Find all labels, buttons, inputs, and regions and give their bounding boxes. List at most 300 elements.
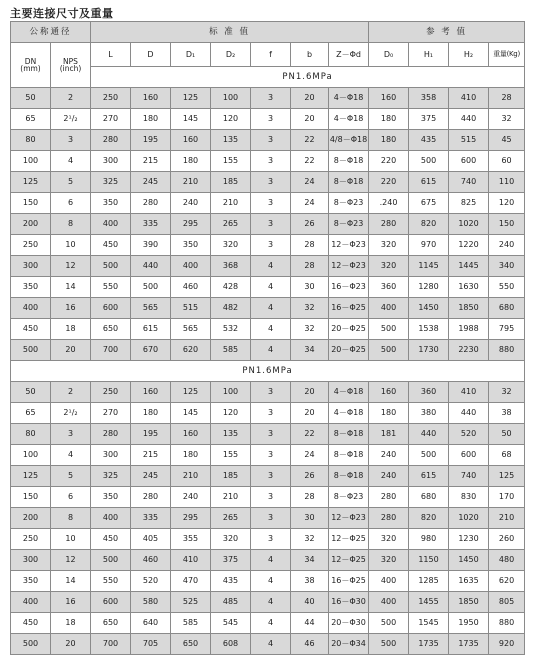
table-cell: 500 [91,550,131,571]
table-cell: 500 [11,340,51,361]
table-cell: 1450 [409,298,449,319]
table-cell: 125 [171,88,211,109]
header-col-d0: D₀ [369,43,409,67]
table-cell: 300 [11,550,51,571]
table-cell: 200 [11,508,51,529]
header-col-l: L [91,43,131,67]
table-cell: 22 [291,424,329,445]
table-cell: 1735 [409,634,449,655]
table-cell: 3 [251,109,291,130]
table-cell: 45 [489,130,525,151]
table-cell: 4－Φ18 [329,88,369,109]
table-cell: 280 [131,487,171,508]
table-cell: 400 [369,298,409,319]
table-cell: 8－Φ23 [329,214,369,235]
table-cell: 650 [91,319,131,340]
table-cell: 4 [251,277,291,298]
table-cell: 150 [489,214,525,235]
table-cell: 210 [211,487,251,508]
table-cell: 640 [131,613,171,634]
table-cell: 500 [409,151,449,172]
table-cell: 1285 [409,571,449,592]
table-cell: 46 [291,634,329,655]
table-cell: 615 [131,319,171,340]
table-cell: 1850 [449,298,489,319]
table-cell: 4 [251,256,291,277]
table-cell: 405 [131,529,171,550]
table-row [11,550,525,571]
table-cell: 245 [131,172,171,193]
table-cell: 185 [211,172,251,193]
table-row [11,592,525,613]
table-cell: 440 [409,424,449,445]
table-cell: 880 [489,613,525,634]
header-col-f: f [251,43,291,67]
table-row [11,466,525,487]
table-cell: 410 [171,550,211,571]
table-cell: 210 [171,172,211,193]
table-cell: 155 [211,151,251,172]
table-cell: 3 [251,382,291,403]
table-cell: 4 [251,340,291,361]
table-cell: 600 [449,445,489,466]
table-cell: 26 [291,214,329,235]
table-cell: 16－Φ30 [329,592,369,613]
table-cell: 34 [291,550,329,571]
table-row [11,151,525,172]
table-cell: 160 [131,88,171,109]
table-cell: 4/8－Φ18 [329,130,369,151]
table-cell: 80 [11,130,51,151]
table-cell: 135 [211,130,251,151]
dn-label: DN [24,56,37,66]
table-cell: 160 [171,130,211,151]
table-cell: 1230 [449,529,489,550]
table-cell: 4 [251,634,291,655]
table-cell: 20 [51,634,91,655]
table-cell: 400 [11,298,51,319]
section2-pressure-row [11,361,525,382]
header-column-row [11,43,525,67]
table-cell: 500 [369,319,409,340]
table-cell: 320 [369,256,409,277]
table-cell: 980 [409,529,449,550]
table-cell: 350 [91,193,131,214]
table-cell: 3 [251,88,291,109]
table-cell: 460 [171,277,211,298]
table-cell: 375 [211,550,251,571]
header-col-d2: D₂ [211,43,251,67]
table-cell: 20－Φ25 [329,340,369,361]
table-cell: 250 [91,88,131,109]
table-cell: 220 [369,151,409,172]
table-cell: 350 [11,277,51,298]
table-cell: 500 [131,277,171,298]
table-cell: 680 [409,487,449,508]
header-dn [11,43,51,88]
table-cell: 215 [131,445,171,466]
table-cell: 450 [91,235,131,256]
table-cell: 2230 [449,340,489,361]
table-cell: 400 [369,571,409,592]
table-cell: 160 [131,382,171,403]
table-cell: 320 [369,550,409,571]
table-cell: 195 [131,424,171,445]
table-cell: 185 [211,466,251,487]
table-cell: 110 [489,172,525,193]
table-cell: 28 [489,88,525,109]
table-row [11,382,525,403]
table-cell: 12－Φ23 [329,235,369,256]
table-cell: 500 [409,445,449,466]
table-cell: 8 [51,214,91,235]
header-col-b: b [291,43,329,67]
table-cell: 250 [11,235,51,256]
table-cell: 2 [51,382,91,403]
table-cell: 16－Φ23 [329,277,369,298]
table-cell: 3 [251,466,291,487]
table-cell: 585 [171,613,211,634]
table-cell: 145 [171,403,211,424]
table-cell: 4－Φ18 [329,109,369,130]
table-cell: 3 [251,529,291,550]
table-cell: 4 [51,151,91,172]
table-cell: 44 [291,613,329,634]
table-cell: 100 [211,382,251,403]
table-cell: 65 [11,109,51,130]
table-cell: 1538 [409,319,449,340]
table-cell: 28 [291,487,329,508]
table-cell: 14 [51,571,91,592]
table-cell: 65 [11,403,51,424]
table-row [11,529,525,550]
table-cell: 1735 [449,634,489,655]
table-cell: 3 [251,403,291,424]
table-cell: 22 [291,151,329,172]
table-cell: 500 [369,340,409,361]
table-cell: 525 [171,592,211,613]
table-cell: 28 [291,256,329,277]
table-cell: 585 [211,340,251,361]
table-cell: 550 [489,277,525,298]
table-cell: 250 [91,382,131,403]
table-cell: 435 [409,130,449,151]
table-cell: 181 [369,424,409,445]
table-cell: 240 [171,487,211,508]
table-cell: 565 [131,298,171,319]
table-cell: 16－Φ25 [329,298,369,319]
table-cell: 360 [369,277,409,298]
table-cell: 350 [91,487,131,508]
table-cell: 30 [291,277,329,298]
table-cell: 8－Φ18 [329,151,369,172]
table-cell: 8－Φ18 [329,466,369,487]
table-cell: 350 [11,571,51,592]
table-cell: 220 [369,172,409,193]
table-cell: 3 [251,151,291,172]
table-cell: 26 [291,466,329,487]
table-cell: 515 [171,298,211,319]
table-cell: 680 [489,298,525,319]
table-cell: 160 [369,382,409,403]
nps-label: NPS [63,56,78,66]
table-cell: 6 [51,193,91,214]
table-cell: 325 [91,172,131,193]
table-row [11,130,525,151]
table-cell: 180 [171,151,211,172]
table-cell: 8 [51,508,91,529]
table-cell: 8－Φ18 [329,445,369,466]
table-cell: 335 [131,214,171,235]
table-cell: 245 [131,466,171,487]
table-cell: 20－Φ25 [329,319,369,340]
table-cell: 500 [91,256,131,277]
table-cell: 480 [489,550,525,571]
table-cell: 280 [91,424,131,445]
table-cell: 20－Φ34 [329,634,369,655]
table-cell: 880 [489,340,525,361]
table-row [11,571,525,592]
table-cell: 280 [369,487,409,508]
table-cell: 180 [369,403,409,424]
table-cell: 3 [251,214,291,235]
table-cell: 320 [211,529,251,550]
table-cell: 400 [91,214,131,235]
table-cell: 545 [211,613,251,634]
table-cell: 180 [131,109,171,130]
table-cell: 10 [51,235,91,256]
table-cell: 825 [449,193,489,214]
header-col-weight: 重量(Kg) [489,43,525,67]
table-cell: 160 [171,424,211,445]
table-row [11,277,525,298]
table-cell: 650 [171,634,211,655]
table-cell: 20－Φ30 [329,613,369,634]
table-cell: 700 [91,634,131,655]
table-cell: 428 [211,277,251,298]
table-cell: 1020 [449,214,489,235]
table-row [11,88,525,109]
table-cell: 68 [489,445,525,466]
table-cell: 30 [291,508,329,529]
table-cell: 260 [489,529,525,550]
table-cell: 125 [11,172,51,193]
table-cell: 8－Φ18 [329,172,369,193]
table-row [11,298,525,319]
table-cell: 295 [171,214,211,235]
table-cell: 280 [131,193,171,214]
table-cell: 3 [251,487,291,508]
table-cell: 20 [291,403,329,424]
table-cell: 795 [489,319,525,340]
table-cell: 120 [211,109,251,130]
table-cell: 1220 [449,235,489,256]
table-cell: 24 [291,172,329,193]
table-cell: 16－Φ25 [329,571,369,592]
header-col-d1: D₁ [171,43,211,67]
table-cell: 8－Φ18 [329,424,369,445]
table-cell: 675 [409,193,449,214]
table-cell: 368 [211,256,251,277]
table-cell: 1455 [409,592,449,613]
table-cell: 4 [251,550,291,571]
table-cell: 820 [409,214,449,235]
nps-unit: (inch) [59,64,82,73]
table-cell: 200 [11,214,51,235]
header-standard-values: 标 准 值 [91,22,369,43]
table-cell: 100 [211,88,251,109]
table-cell: 150 [11,487,51,508]
table-row [11,193,525,214]
table-row [11,256,525,277]
table-cell: 300 [91,445,131,466]
table-cell: 12 [51,550,91,571]
table-cell: 160 [369,88,409,109]
table-cell: 100 [11,151,51,172]
table-cell: 3 [251,445,291,466]
table-cell: 1545 [409,613,449,634]
table-cell: 400 [11,592,51,613]
table-cell: 320 [369,235,409,256]
table-cell: 240 [369,445,409,466]
table-cell: 500 [369,613,409,634]
table-cell: 3 [251,235,291,256]
section2-pressure-label: PN1.6MPa [11,361,525,382]
table-cell: 240 [171,193,211,214]
table-cell: .240 [369,193,409,214]
table-cell: 3 [251,508,291,529]
table-cell: 180 [369,130,409,151]
table-cell: 1630 [449,277,489,298]
table-cell: 358 [409,88,449,109]
table-cell: 24 [291,193,329,214]
table-cell: 805 [489,592,525,613]
header-col-z-phi-d: Z－Φd [329,43,369,67]
table-cell: 485 [211,592,251,613]
table-cell: 295 [171,508,211,529]
table-cell: 1635 [449,571,489,592]
table-cell: 375 [409,109,449,130]
table-cell: 565 [171,319,211,340]
table-cell: 28 [291,235,329,256]
table-cell: 80 [11,424,51,445]
table-cell: 210 [171,466,211,487]
table-cell: 12－Φ23 [329,256,369,277]
table-cell: 520 [131,571,171,592]
table-cell: 4 [251,571,291,592]
table-cell: 340 [489,256,525,277]
table-cell: 440 [449,109,489,130]
table-cell: 3 [51,130,91,151]
table-cell: 4 [251,592,291,613]
table-cell: 1145 [409,256,449,277]
table-cell: 8－Φ23 [329,487,369,508]
table-cell: 335 [131,508,171,529]
table-cell: 210 [211,193,251,214]
table-cell: 440 [131,256,171,277]
header-col-d: D [131,43,171,67]
table-cell: 2¹/₂ [51,403,91,424]
table-cell: 22 [291,130,329,151]
table-cell: 410 [449,382,489,403]
table-cell: 150 [11,193,51,214]
table-cell: 1950 [449,613,489,634]
table-cell: 320 [369,529,409,550]
table-cell: 4－Φ18 [329,403,369,424]
table-cell: 32 [489,382,525,403]
table-cell: 4 [251,298,291,319]
table-cell: 500 [11,634,51,655]
table-cell: 170 [489,487,525,508]
table-cell: 210 [489,508,525,529]
header-group-row [11,22,525,43]
table-cell: 4 [251,319,291,340]
table-cell: 380 [409,403,449,424]
table-cell: 670 [131,340,171,361]
table-cell: 970 [409,235,449,256]
table-cell: 360 [409,382,449,403]
table-cell: 400 [171,256,211,277]
table-cell: 1450 [449,550,489,571]
dn-unit: (mm) [20,64,41,73]
table-cell: 410 [449,88,489,109]
table-row [11,634,525,655]
page-title: 主要连接尺寸及重量 [10,7,114,20]
table-cell: 2 [51,88,91,109]
table-cell: 280 [369,214,409,235]
table-cell: 450 [11,319,51,340]
header-nps [51,43,91,88]
table-cell: 740 [449,172,489,193]
table-cell: 20 [291,88,329,109]
table-cell: 4 [251,613,291,634]
table-cell: 32 [291,298,329,319]
table-cell: 500 [369,634,409,655]
table-cell: 390 [131,235,171,256]
table-cell: 12 [51,256,91,277]
table-cell: 1280 [409,277,449,298]
table-cell: 482 [211,298,251,319]
table-row [11,172,525,193]
table-row [11,235,525,256]
table-cell: 125 [11,466,51,487]
table-row [11,487,525,508]
table-row [11,109,525,130]
table-cell: 440 [449,403,489,424]
table-cell: 180 [131,403,171,424]
table-cell: 60 [489,151,525,172]
table-cell: 400 [91,508,131,529]
header-col-h1: H₁ [409,43,449,67]
table-cell: 10 [51,529,91,550]
table-cell: 20 [291,382,329,403]
table-cell: 520 [449,424,489,445]
table-cell: 830 [449,487,489,508]
table-cell: 180 [369,109,409,130]
table-cell: 280 [369,508,409,529]
table-cell: 3 [251,193,291,214]
table-cell: 3 [251,172,291,193]
table-row [11,319,525,340]
table-cell: 350 [171,235,211,256]
table-cell: 920 [489,634,525,655]
table-cell: 700 [91,340,131,361]
table-cell: 3 [251,424,291,445]
table-cell: 2¹/₂ [51,109,91,130]
table-cell: 1150 [409,550,449,571]
table-cell: 32 [489,109,525,130]
table-cell: 270 [91,109,131,130]
